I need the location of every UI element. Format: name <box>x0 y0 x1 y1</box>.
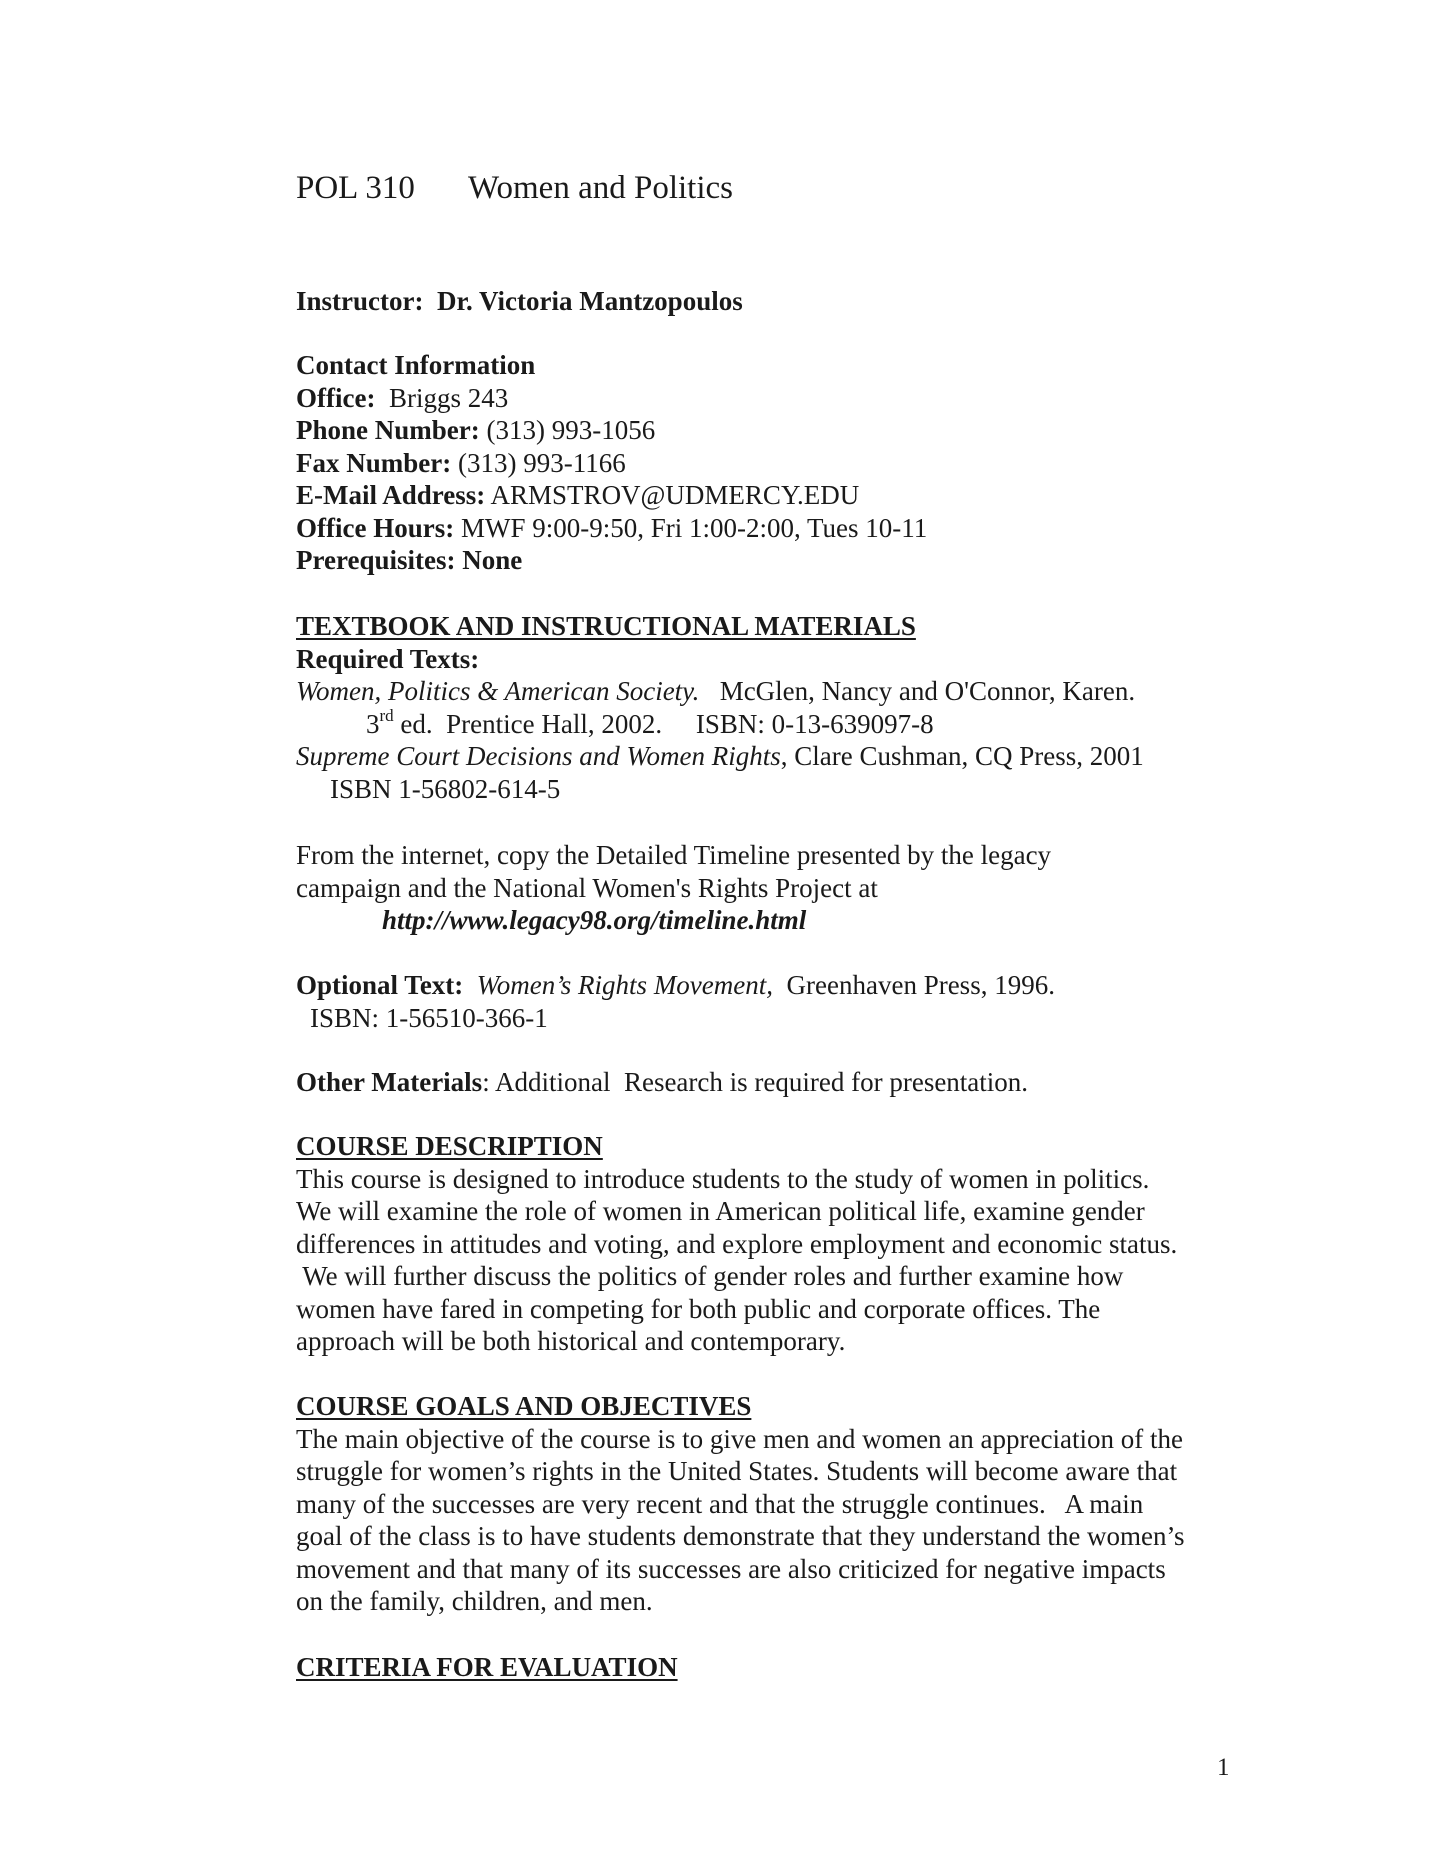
office-label: Office: <box>296 382 376 413</box>
description-line: We will further discuss the politics of gender roles and further examine how <box>296 1261 1124 1291</box>
internet-line-1: From the internet, copy the Detailed Timeline presented by the legacy <box>296 840 1052 870</box>
office-hours-label: Office Hours: <box>296 512 455 543</box>
email-line <box>296 479 1296 512</box>
prerequisites-label: Prerequisites: <box>296 545 456 575</box>
prerequisites-line <box>296 544 1296 577</box>
phone-value: (313) 993-1056 <box>486 415 656 445</box>
other-materials-value: : Additional Research is required for presentation. <box>482 1067 1029 1097</box>
text2-details: , Clare Cushman, CQ Press, 2001 <box>780 741 1144 771</box>
required-text-2 <box>296 740 1296 773</box>
course-description-heading: COURSE DESCRIPTION <box>296 1131 603 1161</box>
office-hours-value: MWF 9:00-9:50, Fri 1:00-2:00, Tues 10-11 <box>460 512 928 543</box>
email-label: E-Mail Address: <box>296 480 486 510</box>
evaluation-section <box>296 1651 1296 1684</box>
text1-edition-number: 3 <box>366 708 380 739</box>
contact-heading: Contact Information <box>296 350 536 380</box>
course-description-section <box>296 1130 1296 1358</box>
text1-title: Women, Politics & American Society. <box>296 676 700 706</box>
description-line: This course is designed to introduce students to the study of women in politics. <box>296 1163 1150 1194</box>
optional-text-label: Optional Text: <box>296 970 464 1000</box>
evaluation-heading: CRITERIA FOR EVALUATION <box>296 1652 678 1682</box>
description-line: approach will be both historical and contemporary. <box>296 1326 846 1356</box>
description-line: women have fared in competing for both public and corporate offices. The <box>296 1293 1101 1324</box>
goals-line: struggle for women’s rights in the United States. Students will become aware that <box>296 1456 1178 1486</box>
course-code: POL 310 <box>296 170 415 206</box>
fax-label: Fax Number: <box>296 447 452 478</box>
goals-line: on the family, children, and men. <box>296 1586 653 1616</box>
description-line: differences in attitudes and voting, and explore employment and economic status. <box>296 1228 1178 1259</box>
other-materials-label: Other Materials <box>296 1067 483 1097</box>
internet-section <box>296 839 1296 937</box>
timeline-link[interactable]: http://www.legacy98.org/timeline.html <box>382 905 807 935</box>
instructor-name: Dr. Victoria Mantzopoulos <box>436 286 743 316</box>
description-line: We will examine the role of women in American political life, examine gender <box>296 1196 1145 1226</box>
text1-authors: McGlen, Nancy and O'Connor, Karen. <box>719 676 1136 706</box>
materials-heading: TEXTBOOK AND INSTRUCTIONAL MATERIALS <box>296 611 916 641</box>
optional-text-isbn: ISBN: 1-56510-366-1 <box>310 1002 548 1033</box>
text2-isbn: ISBN 1-56802-614-5 <box>330 773 561 804</box>
course-title: Women and Politics <box>468 170 733 206</box>
page-number: 1 <box>1217 1754 1230 1781</box>
materials-section <box>296 610 1296 805</box>
required-texts-label: Required Texts: <box>296 643 480 674</box>
page-title <box>296 168 733 208</box>
course-goals-heading: COURSE GOALS AND OBJECTIVES <box>296 1391 752 1421</box>
phone-line <box>296 414 1296 447</box>
required-text-1 <box>296 675 1296 708</box>
text1-details: ed. Prentice Hall, 2002. ISBN: 0-13-639097-8 <box>400 708 934 739</box>
required-text-1-details <box>296 705 1296 741</box>
phone-label: Phone Number: <box>296 415 480 445</box>
fax-value: (313) 993-1166 <box>457 447 626 478</box>
office-hours-line <box>296 512 1296 545</box>
office-value: Briggs 243 <box>388 382 509 413</box>
goals-line: movement and that many of its successes are also criticized for negative impacts <box>296 1553 1166 1584</box>
email-value: ARMSTROV@UDMERCY.EDU <box>490 480 860 510</box>
course-goals-section <box>296 1390 1296 1618</box>
fax-line <box>296 447 1296 480</box>
optional-text-details: Greenhaven Press, 1996. <box>786 970 1055 1000</box>
instructor-line <box>296 285 1296 318</box>
instructor-label: Instructor: <box>296 286 424 316</box>
optional-text-section <box>296 969 1296 1034</box>
optional-text-title: Women’s Rights Movement, <box>476 970 774 1000</box>
text1-edition-superscript: rd <box>379 705 394 725</box>
contact-section <box>296 349 1296 577</box>
internet-line-2: campaign and the National Women's Rights Project at <box>296 872 878 903</box>
prerequisites-value: None <box>462 545 523 575</box>
optional-text-line <box>296 969 1296 1002</box>
office-line <box>296 382 1296 415</box>
goals-line: many of the successes are very recent and that the struggle continues. A main <box>296 1488 1144 1519</box>
other-materials-line <box>296 1066 1296 1099</box>
goals-line: The main objective of the course is to give men and women an appreciation of the <box>296 1423 1183 1454</box>
goals-line: goal of the class is to have students demonstrate that they understand the women’s <box>296 1521 1185 1551</box>
text2-title: Supreme Court Decisions and Women Rights <box>296 741 781 771</box>
